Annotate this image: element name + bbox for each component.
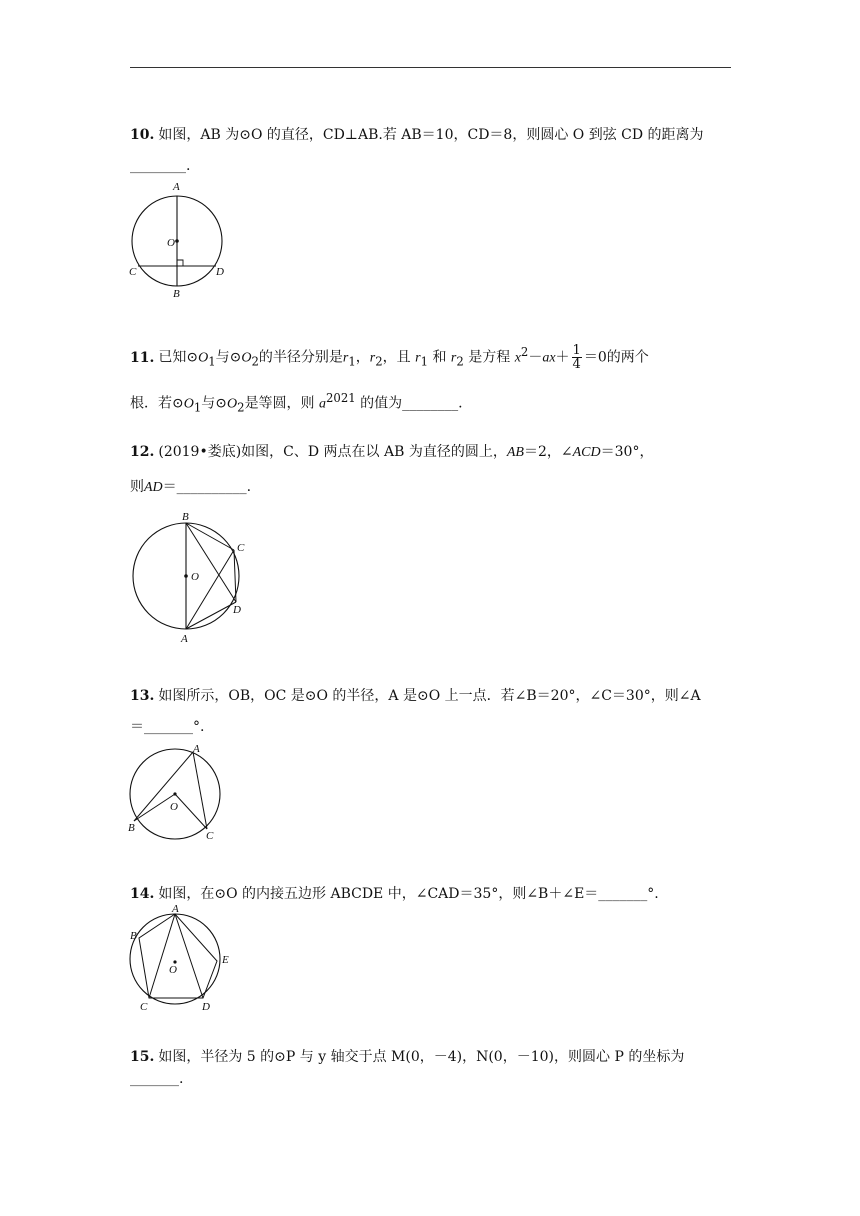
text-segment: 根．若⊙ bbox=[130, 395, 184, 412]
math-var: AB bbox=[506, 445, 524, 460]
text-segment: 的两个 bbox=[606, 349, 649, 366]
label-d: D bbox=[233, 604, 241, 616]
question-text: 如图，在⊙O 的内接五边形 ABCDE 中，∠CAD＝35°，则∠B＋∠E＝_______°. bbox=[158, 886, 659, 902]
label-c: C bbox=[237, 542, 245, 554]
question-number: 12. bbox=[130, 444, 155, 460]
superscript: 2 bbox=[520, 345, 529, 359]
math-var: r bbox=[450, 350, 457, 366]
math-var: a bbox=[319, 396, 327, 412]
segment-ac bbox=[193, 752, 207, 829]
question-number: 13. bbox=[130, 688, 155, 704]
label-a: A bbox=[193, 743, 200, 755]
text-segment: 与⊙ bbox=[215, 349, 242, 366]
subscript: 1 bbox=[420, 354, 428, 369]
figure-q12 bbox=[130, 506, 255, 645]
header-rule bbox=[130, 67, 731, 68]
label-a: A bbox=[172, 903, 179, 915]
pentagon-abcde bbox=[139, 914, 217, 998]
text-segment: 是方程 bbox=[468, 349, 511, 366]
subscript: 2 bbox=[456, 354, 464, 369]
label-e: E bbox=[222, 954, 229, 966]
label-b: B bbox=[130, 930, 137, 942]
text-segment: 的半径分别是 bbox=[258, 349, 343, 366]
radius-oc bbox=[175, 794, 207, 829]
text-segment: ， bbox=[355, 349, 370, 366]
text-segment: (2019•娄底)如图，C、D 两点在以 AB 为直径的圆上， bbox=[158, 444, 507, 460]
label-o: O bbox=[167, 237, 175, 249]
text-segment: 则 bbox=[130, 479, 144, 495]
label-c: C bbox=[140, 1001, 148, 1013]
question-14 bbox=[130, 883, 735, 905]
circle bbox=[130, 914, 220, 1004]
chord-bc bbox=[186, 523, 234, 550]
question-10-blank bbox=[130, 155, 735, 177]
figure-q13 bbox=[127, 740, 227, 840]
question-13 bbox=[130, 685, 735, 707]
figure-q10 bbox=[128, 180, 228, 300]
subscript: 1 bbox=[193, 400, 202, 415]
subscript: 1 bbox=[208, 354, 216, 369]
right-angle-mark bbox=[177, 260, 183, 266]
question-number: 11. bbox=[130, 349, 155, 366]
figure-q14 bbox=[129, 903, 239, 1013]
center-point bbox=[184, 574, 188, 578]
text-segment: 是等圆，则 bbox=[244, 395, 315, 412]
math-var: r bbox=[415, 350, 421, 366]
label-c: C bbox=[206, 830, 214, 842]
label-b: B bbox=[173, 288, 180, 300]
question-13-blank bbox=[130, 716, 735, 738]
math-var: r bbox=[342, 350, 349, 366]
answer-blank: ＝__________. bbox=[162, 479, 252, 495]
question-11-line2 bbox=[130, 387, 735, 418]
question-number: 14. bbox=[130, 886, 155, 902]
math-op: ＝2 bbox=[523, 444, 547, 460]
math-op: ＝0 bbox=[583, 349, 607, 366]
diagonal-ad bbox=[175, 914, 203, 998]
text-segment: ， bbox=[546, 444, 561, 460]
math-var: x bbox=[514, 350, 521, 366]
math-op: － bbox=[528, 349, 543, 366]
math-var: O bbox=[183, 396, 194, 412]
chord-ad bbox=[186, 602, 236, 629]
label-d: D bbox=[216, 266, 224, 278]
label-o: O bbox=[191, 571, 199, 583]
subscript: 2 bbox=[375, 354, 383, 369]
math-var: ∠ACD bbox=[560, 445, 601, 460]
question-11 bbox=[130, 341, 735, 372]
answer-blank: ＝_______°. bbox=[130, 719, 205, 735]
label-a: A bbox=[173, 181, 180, 193]
subscript: 2 bbox=[237, 400, 245, 415]
question-12-line2 bbox=[130, 476, 735, 499]
math-var: O bbox=[241, 350, 252, 366]
subscript: 1 bbox=[348, 354, 356, 369]
text-segment: ， bbox=[639, 444, 654, 460]
chord-bd bbox=[186, 523, 236, 602]
math-var: O bbox=[227, 396, 238, 412]
math-var: O bbox=[198, 350, 209, 366]
center-point bbox=[173, 792, 176, 795]
radius-ob bbox=[134, 794, 175, 821]
answer-blank: ________. bbox=[130, 158, 191, 174]
question-15 bbox=[130, 1046, 735, 1090]
text-segment: 已知⊙ bbox=[158, 349, 199, 366]
math-var: r bbox=[369, 350, 376, 366]
label-c: C bbox=[129, 266, 137, 278]
question-text: 如图所示，OB，OC 是⊙O 的半径，A 是⊙O 上一点．若∠B＝20°，∠C＝30°，则∠A bbox=[158, 688, 701, 704]
label-o: O bbox=[170, 801, 178, 813]
text-segment: 的值为________. bbox=[360, 395, 463, 412]
question-number: 10. bbox=[130, 127, 155, 143]
label-d: D bbox=[202, 1001, 210, 1013]
text-segment: ，且 bbox=[382, 349, 411, 366]
superscript: 2021 bbox=[326, 391, 356, 405]
label-a: A bbox=[181, 633, 188, 645]
text-segment: 和 bbox=[432, 349, 447, 366]
center-point bbox=[175, 239, 179, 243]
label-b: B bbox=[182, 511, 189, 523]
math-op: ＝30° bbox=[600, 444, 640, 460]
question-text: 如图，半径为 5 的⊙P 与 y 轴交于点 M(0，－4)，N(0，－10)，则圆心 P 的坐标为_______. bbox=[130, 1049, 685, 1087]
question-12 bbox=[130, 441, 735, 464]
fraction-denominator: 4 bbox=[572, 357, 581, 373]
question-number: 15. bbox=[130, 1049, 155, 1065]
diagonal-ac bbox=[149, 914, 175, 998]
label-b: B bbox=[128, 822, 135, 834]
question-text: 如图，AB 为⊙O 的直径，CD⊥AB.若 AB＝10，CD＝8，则圆心 O 到弦 CD 的距离为 bbox=[158, 127, 704, 143]
fraction-numerator: 1 bbox=[572, 343, 581, 359]
label-o: O bbox=[169, 964, 177, 976]
fraction bbox=[572, 344, 582, 371]
subscript: 2 bbox=[251, 354, 259, 369]
math-var: AD bbox=[144, 480, 163, 495]
math-op: ＋ bbox=[555, 349, 570, 366]
text-segment: 与⊙ bbox=[201, 395, 228, 412]
question-10 bbox=[130, 124, 735, 146]
math-var: ax bbox=[542, 350, 556, 366]
